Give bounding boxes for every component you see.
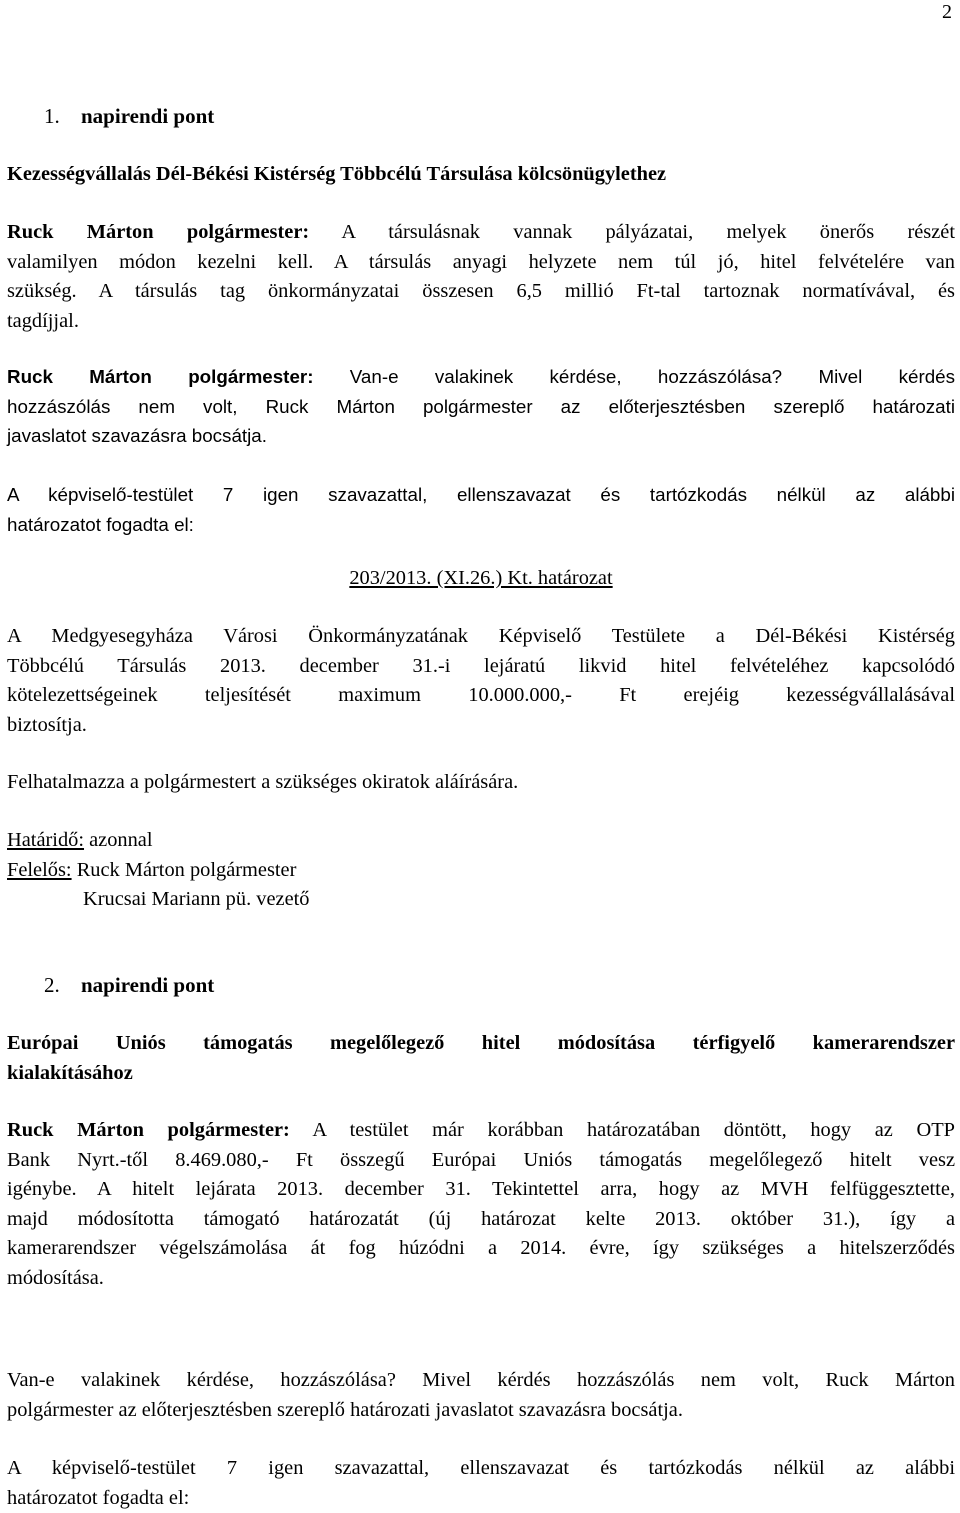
item2-question-line2: polgármester az előterjesztésben szereplő határozati javaslatot szavazásra bocsátja. [7, 1398, 683, 1421]
item1-speech1-line4: tagdíjjal. [7, 309, 79, 332]
agenda-item-2-label: napirendi pont [81, 973, 215, 997]
responsible-value: Ruck Márton polgármester [76, 858, 297, 881]
agenda-item-1-heading [44, 103, 214, 129]
speaker-name: Ruck Márton polgármester: [7, 366, 314, 387]
item2-question [7, 1366, 955, 1425]
resolution-line4: biztosítja. [7, 713, 87, 736]
item2-speech1-line2: Bank Nyrt.-től 8.469.080,- Ft összegű Európai Uniós támogatás megelőlegező hitelt vesz [7, 1148, 955, 1171]
item1-vote [7, 480, 955, 539]
item1-speech1-line2: valamilyen módon kezelni kell. A társulás anyagi helyzete nem túl jó, hitel felvételére van [7, 250, 955, 273]
item1-speech2 [7, 362, 955, 451]
item2-vote [7, 1454, 955, 1513]
speech-text: A társulásnak vannak pályázatai, melyek önerős részét [341, 221, 955, 243]
agenda-item-1-label: napirendi pont [81, 104, 215, 128]
speech-text: A testület már korábban határozatában döntött, hogy az OTP [312, 1119, 955, 1141]
item1-vote-line1: A képviselő-testület 7 igen szavazattal, ellenszavazat és tartózkodás nélkül az alábbi [7, 484, 955, 505]
agenda-item-2-title-line1: Európai Uniós támogatás megelőlegező hitel módosítása térfigyelő kamerarendszer [7, 1032, 955, 1054]
deadline-line [7, 826, 955, 856]
resolution-title [7, 564, 955, 594]
item1-speech2-line1 [7, 362, 955, 392]
item2-speech1-line5: kamerarendszer végelszámolása át fog húzódni a 2014. évre, így szükséges a hitelszerződés [7, 1237, 955, 1260]
responsible-label: Felelős: [7, 858, 72, 881]
agenda-item-1-number: 1. [44, 104, 60, 128]
item1-speech2-line2: hozzászólás nem volt, Ruck Márton polgármester az előterjesztésben szereplő határozati [7, 395, 955, 417]
item2-speech1 [7, 1116, 955, 1294]
agenda-item-2-number: 2. [44, 973, 60, 997]
item1-vote-line2: határozatot fogadta el: [7, 513, 194, 535]
item1-speech1-line3: szükség. A társulás tag önkormányzatai összesen 6,5 millió Ft-tal tartoznak normatívával, és [7, 280, 955, 303]
item2-speech1-line3: igénybe. A hitelt lejárata 2013. december 31. Tekintettel arra, hogy az MVH felfüggesztette, [7, 1178, 955, 1201]
item2-speech1-line4: majd módosította támogató határozatát (új határozat kelte 2013. október 31.), így a [7, 1207, 955, 1230]
speaker-name: Ruck Márton polgármester: [7, 221, 310, 243]
speaker-name: Ruck Márton polgármester: [7, 1119, 290, 1141]
item2-question-line1: Van-e valakinek kérdése, hozzászólása? Mivel kérdés hozzászólás nem volt, Ruck Márton [7, 1369, 955, 1391]
resolution-line3: kötelezettségeinek teljesítését maximum 10.000.000,- Ft erejéig kezességvállalásával [7, 684, 955, 707]
resolution-number: 203/2013. (XI.26.) Kt. határozat [349, 567, 613, 589]
page-number: 2 [942, 1, 952, 23]
item2-speech1-line1 [7, 1116, 955, 1146]
deadline-block [7, 826, 955, 915]
item1-speech2-line3: javaslatot szavazásra bocsátja. [7, 425, 267, 447]
authorization-text: Felhatalmazza a polgármestert a szükséges okiratok aláírására. [7, 771, 519, 793]
agenda-item-2-heading [44, 972, 214, 998]
agenda-item-2-title-line2: kialakításához [7, 1061, 133, 1084]
item2-speech1-line6: módosítása. [7, 1266, 104, 1289]
item2-vote-line2: határozatot fogadta el: [7, 1486, 190, 1509]
deadline-label: Határidő: [7, 829, 85, 851]
speech-text: Van-e valakinek kérdése, hozzászólása? Mivel kérdés [349, 366, 955, 387]
responsible-line [7, 856, 955, 886]
item1-speech1 [7, 218, 955, 336]
resolution-text [7, 622, 955, 740]
responsible-value-2: Krucsai Mariann pü. vezető [83, 888, 310, 911]
deadline-value: azonnal [89, 829, 153, 851]
resolution-line1: A Medgyesegyháza Városi Önkormányzatának Képviselő Testülete a Dél-Békési Kistérség [7, 625, 955, 647]
agenda-item-1-title: Kezességvállalás Dél-Békési Kistérség Többcélú Társulása kölcsönügylethez [7, 163, 667, 185]
resolution-line2: Többcélú Társulás 2013. december 31.-i lejáratú likvid hitel felvételéhez kapcsolódó [7, 654, 955, 677]
item2-vote-line1: A képviselő-testület 7 igen szavazattal, ellenszavazat és tartózkodás nélkül az alábbi [7, 1457, 955, 1479]
item1-speech1-line1 [7, 218, 955, 248]
agenda-item-2-title [7, 1029, 955, 1088]
